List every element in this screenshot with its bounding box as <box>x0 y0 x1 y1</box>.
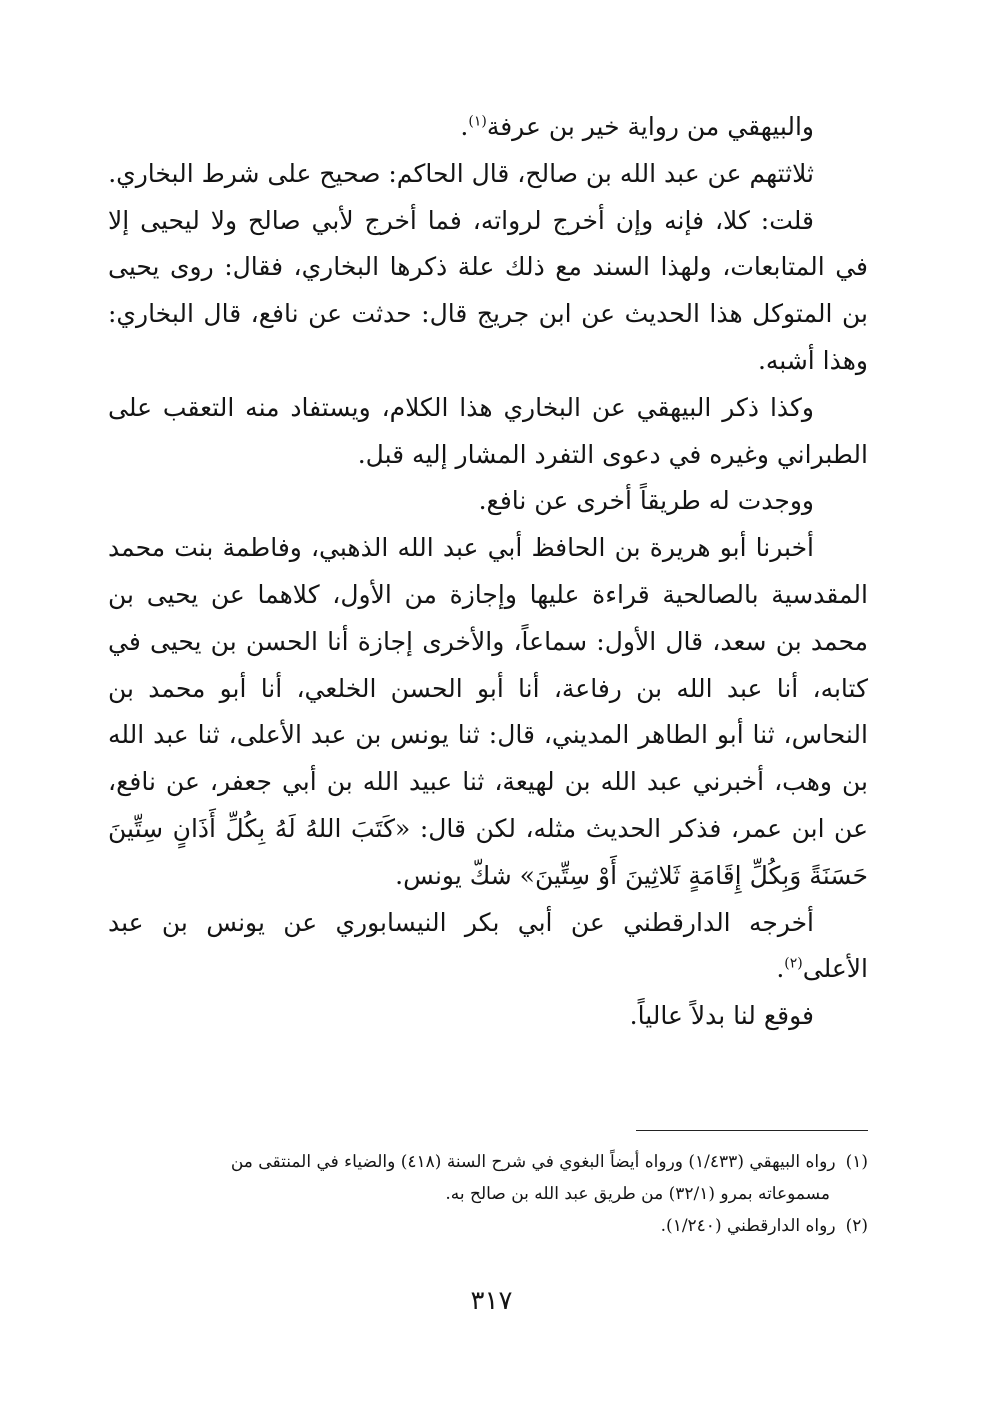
footnote-1-line-1: رواه البيهقي (١/٤٣٣) ورواه أيضاً البغوي في شرح السنة (٤١٨) والضياء في المنتقى من <box>230 1152 836 1172</box>
footnote-divider <box>636 1130 868 1131</box>
paragraph-6: أخبرنا أبو هريرة بن الحافظ أبي عبد الله الذهبي، وفاطمة بنت محمد المقدسية بالصالحية قراءة عليها وإجازة من الأول، كلاهما عن يحيى بن محمد بن سعد، قال الأول: سماعاً، والأخرى إجازة أنا الحسن بن يحيى في كتابه، أنا عبد الله بن رفاعة، أنا أبو الحسن الخلعي، أنا أبو محمد بن النحاس، ثنا أبو الطاهر المديني، قال: ثنا يونس بن عبد الأعلى، ثنا عبد الله بن وهب، أخبرني عبد الله بن لهيعة، ثنا عبيد الله بن أبي جعفر، عن نافع، عن ابن عمر، فذكر الحديث مثله، لكن قال: «كَتَبَ اللهُ لَهُ بِكُلِّ أَذَانٍ سِتِّينَ حَسَنَةً وَبِكُلِّ إِقَامَةٍ ثَلاثِينَ أَوْ سِتِّينَ» شكّ يونس. <box>108 533 868 890</box>
footnote-2-number: (٢) <box>845 1216 868 1236</box>
footnote-ref-1[interactable]: (١) <box>468 113 487 130</box>
paragraph-4: وكذا ذكر البيهقي عن البخاري هذا الكلام، ويستفاد منه التعقب على الطبراني وغيره في دعوى التفرد المشار إليه قبل. <box>108 392 868 469</box>
paragraph-3: قلت: كلا، فإنه وإن أخرج لرواته، فما أخرج لأبي صالح ولا ليحيى إلا في المتابعات، ولهذا السند مع ذلك علة ذكرها البخاري، فقال: روى يحيى بن المتوكل هذا الحديث عن ابن جريج قال: حدثت عن نافع، قال البخاري: وهذا أشبه. <box>108 205 868 375</box>
footnote-1-number: (١) <box>845 1152 868 1172</box>
paragraph-7-end: . <box>776 954 785 984</box>
page-number: ٣١٧ <box>470 1286 513 1316</box>
main-text <box>108 104 868 1040</box>
paragraph-1 <box>108 104 868 151</box>
paragraph-1-text: والبيهقي من رواية خير بن عرفة <box>486 112 814 141</box>
paragraph-7-text: أخرجه الدارقطني عن أبي بكر النيسابوري عن يونس بن عبد الأعلى <box>108 907 868 984</box>
footnotes <box>108 1146 868 1242</box>
footnote-2-text: رواه الدارقطني (١/٢٤٠). <box>660 1216 836 1236</box>
footnote-1-continuation: مسموعاته بمرو (٣٢/١) من طريق عبد الله بن صالح به. <box>445 1184 830 1204</box>
footnote-ref-2[interactable]: (٢) <box>784 956 803 973</box>
paragraph-1-end: . <box>460 112 469 141</box>
paragraph-5: ووجدت له طريقاً أخرى عن نافع. <box>478 486 814 516</box>
paragraph-8: فوقع لنا بدلاً عالياً. <box>629 1001 814 1031</box>
paragraph-7 <box>108 900 868 994</box>
footnote-1 <box>108 1146 868 1178</box>
footnote-2 <box>108 1210 868 1242</box>
paragraph-2: ثلاثتهم عن عبد الله بن صالح، قال الحاكم: صحيح على شرط البخاري. <box>108 158 814 188</box>
